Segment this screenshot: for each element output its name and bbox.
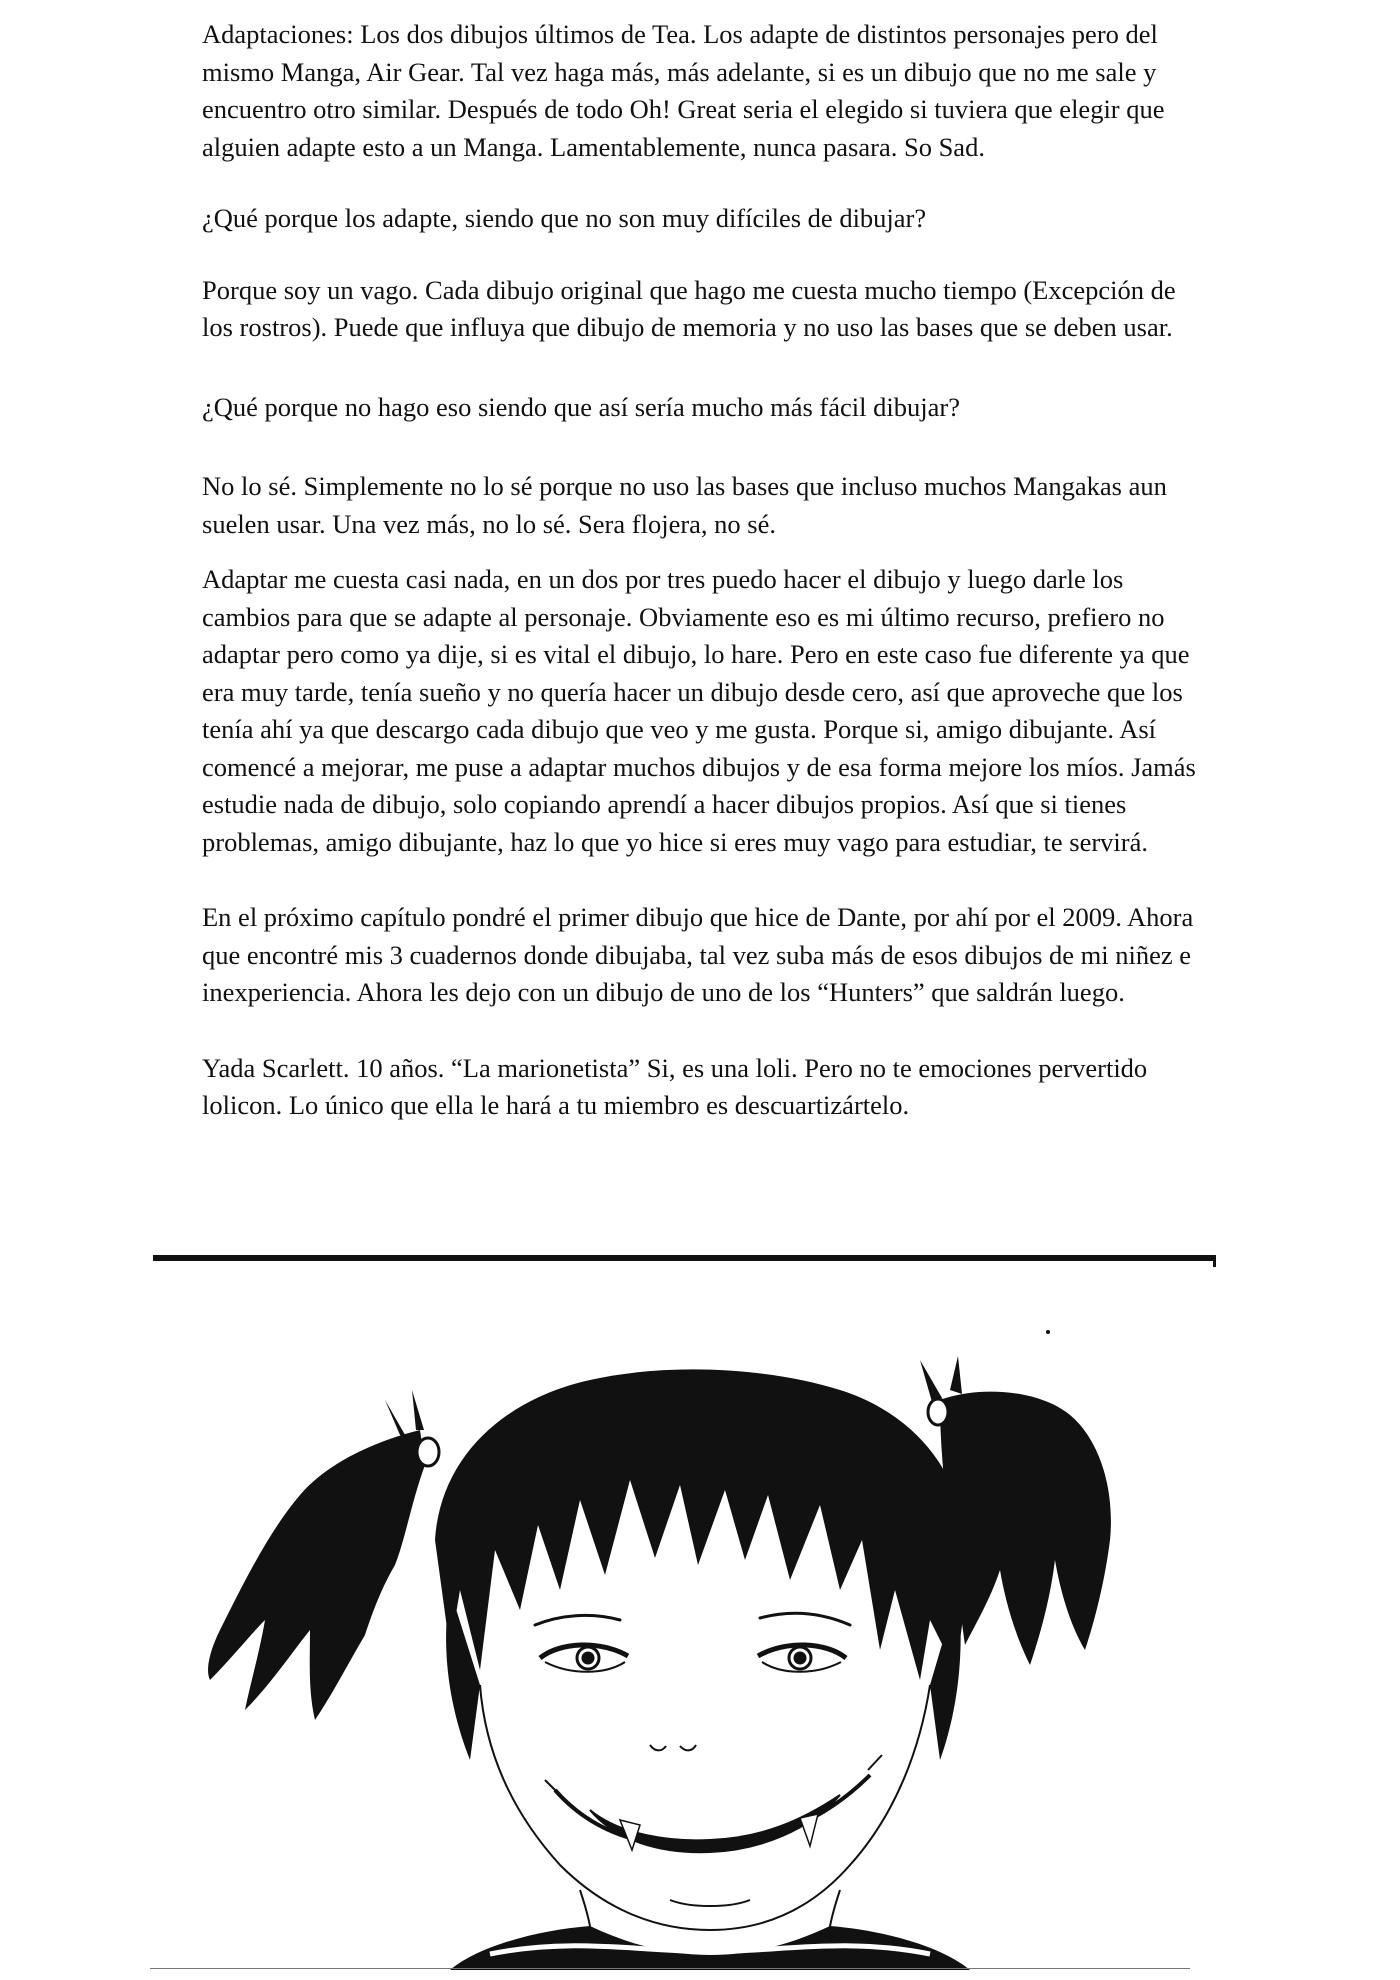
manga-girl-drawing-icon xyxy=(150,1290,1230,1970)
grin xyxy=(545,1755,882,1852)
text-body xyxy=(202,16,1212,1125)
paragraph-question-2: ¿Qué porque no hago eso siendo que así sería mucho más fácil dibujar? xyxy=(202,391,960,422)
nose xyxy=(650,1745,696,1750)
paragraph-yada-scarlett: Yada Scarlett. 10 años. “La marionetista” Si, es una loli. Pero no te emociones pervertido lolicon. Lo único que ella le hará a tu miembro es descuartizártelo. xyxy=(202,1052,1148,1120)
horizontal-rule xyxy=(153,1255,1216,1261)
striped-shirt xyxy=(450,1926,970,1970)
chin xyxy=(670,1900,750,1906)
left-eye xyxy=(540,1645,628,1672)
paragraph-adaptaciones: Adaptaciones: Los dos dibujos últimos de Tea. Los adapte de distintos personajes pero del mismo Manga, Air Gear. Tal vez haga más, más adelante, si es un dibujo que no me sale y encuentro otro similar. Después de todo Oh! Great seria el elegido si tuviera que elegir que alguien adapte esto a un Manga. Lamentablemente, nunca pasara. So Sad. xyxy=(202,19,1165,162)
paragraph-question-1: ¿Qué porque los adapte, siendo que no son muy difíciles de dibujar? xyxy=(202,203,927,233)
top-hair xyxy=(435,1369,967,1760)
bottom-border-line xyxy=(150,1968,1190,1969)
horizontal-rule-end-tick xyxy=(1213,1255,1216,1267)
paragraph-answer-2: No lo sé. Simplemente no lo sé porque no uso las bases que incluso muchos Mangakas aun suelen usar. Una vez más, no lo sé. Sera flojera, no sé. xyxy=(202,471,1167,539)
left-pigtail xyxy=(208,1390,425,1720)
paragraph-adaptar: Adaptar me cuesta casi nada, en un dos por tres puedo hacer el dibujo y luego darle los cambios para que se adapte al personaje. Obviamente eso es mi último recurso, prefiero no adaptar pero como ya dije, si es vital el dibujo, lo hare. Pero en este caso fue diferente ya que era muy tarde, tenía sueño y no quería hacer un dibujo desde cero, así que aproveche que los tenía ahí ya que descargo cada dibujo que veo y me gusta. Porque si, amigo dibujante. Así comencé a mejorar, me puse a adaptar muchos dibujos y de esa forma mejore los míos. Jamás estudie nada de dibujo, solo copiando aprendí a hacer dibujos propios. Así que si tienes problemas, amigo dibujante, haz lo que yo hice si eres muy vago para estudiar, te servirá. xyxy=(202,564,1196,857)
face xyxy=(480,1685,930,1970)
right-eye xyxy=(758,1645,846,1672)
eyebrows xyxy=(535,1613,850,1625)
paragraph-answer-1: Porque soy un vago. Cada dibujo original que hago me cuesta mucho tiempo (Excepción de los rostros). Puede que influya que dibujo de memoria y no uso las bases que se deben usar. xyxy=(202,274,1176,342)
paragraph-proximo-capitulo: En el próximo capítulo pondré el primer dibujo que hice de Dante, por ahí por el 2009. Ahora que encontré mis 3 cuadernos donde dibujaba, tal vez suba más de esos dibujos de mi niñez e inexperiencia. Ahora les dejo con un dibujo de uno de los “Hunters” que saldrán luego. xyxy=(202,902,1194,1007)
